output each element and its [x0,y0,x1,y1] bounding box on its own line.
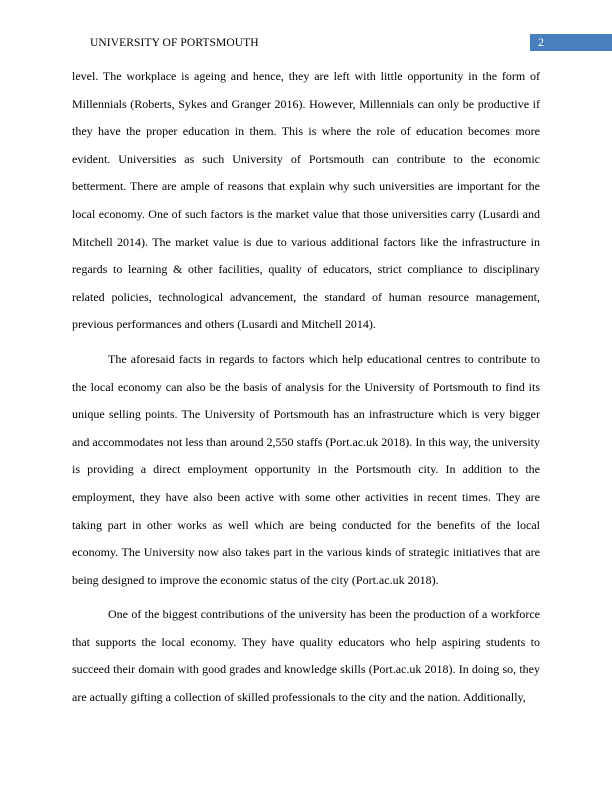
paragraph-2: The aforesaid facts in regards to factors which help educational centres to contribute to the local economy can also be the basis of analysis for the University of Portsmouth to find its unique selling points. The University of Portsmouth has an infrastructure which is very bigger and accommodates not less than around 2,550 staffs (Port.ac.uk 2018). In this way, the university is providing a direct employment opportunity in the Portsmouth city. In addition to the employment, they have also been active with some other activities in recent times. They are taking part in other works as well which are being conducted for the benefits of the local economy. The University now also takes part in the various kinds of strategic initiatives that are being designed to improve the economic status of the city (Port.ac.uk 2018). [72,351,540,587]
paragraph-3: One of the biggest contributions of the university has been the production of a workforce that supports the local economy. They have quality educators who help aspiring students to succeed their domain with good grades and knowledge skills (Port.ac.uk 2018). In doing so, they are actually gifting a collection of skilled professionals to the city and the nation. Additionally, [72,607,540,705]
paragraph-1: level. The workplace is ageing and hence, they are left with little opportunity in the form of Millennials (Roberts, Sykes and Granger 2016). However, Millennials can only be productive if they have the proper education in them. This is where the role of education becomes more evident. Universities as such University of Portsmouth can contribute to the economic betterment. There are ample of reasons that explain why such universities are important for the local economy. One of such factors is the market value that those universities carry (Lusardi and Mitchell 2014). The market value is due to various additional factors like the infrastructure in regards to learning & other facilities, quality of educators, strict compliance to disciplinary related policies, technological advancement, the standard of human resource management, previous performances and others (Lusardi and Mitchell 2014). [72,69,540,332]
running-head: UNIVERSITY OF PORTSMOUTH [90,37,259,49]
page-number-box [530,34,612,51]
page-header [0,34,612,54]
body-text [72,63,540,712]
page-number: 2 [538,35,544,49]
